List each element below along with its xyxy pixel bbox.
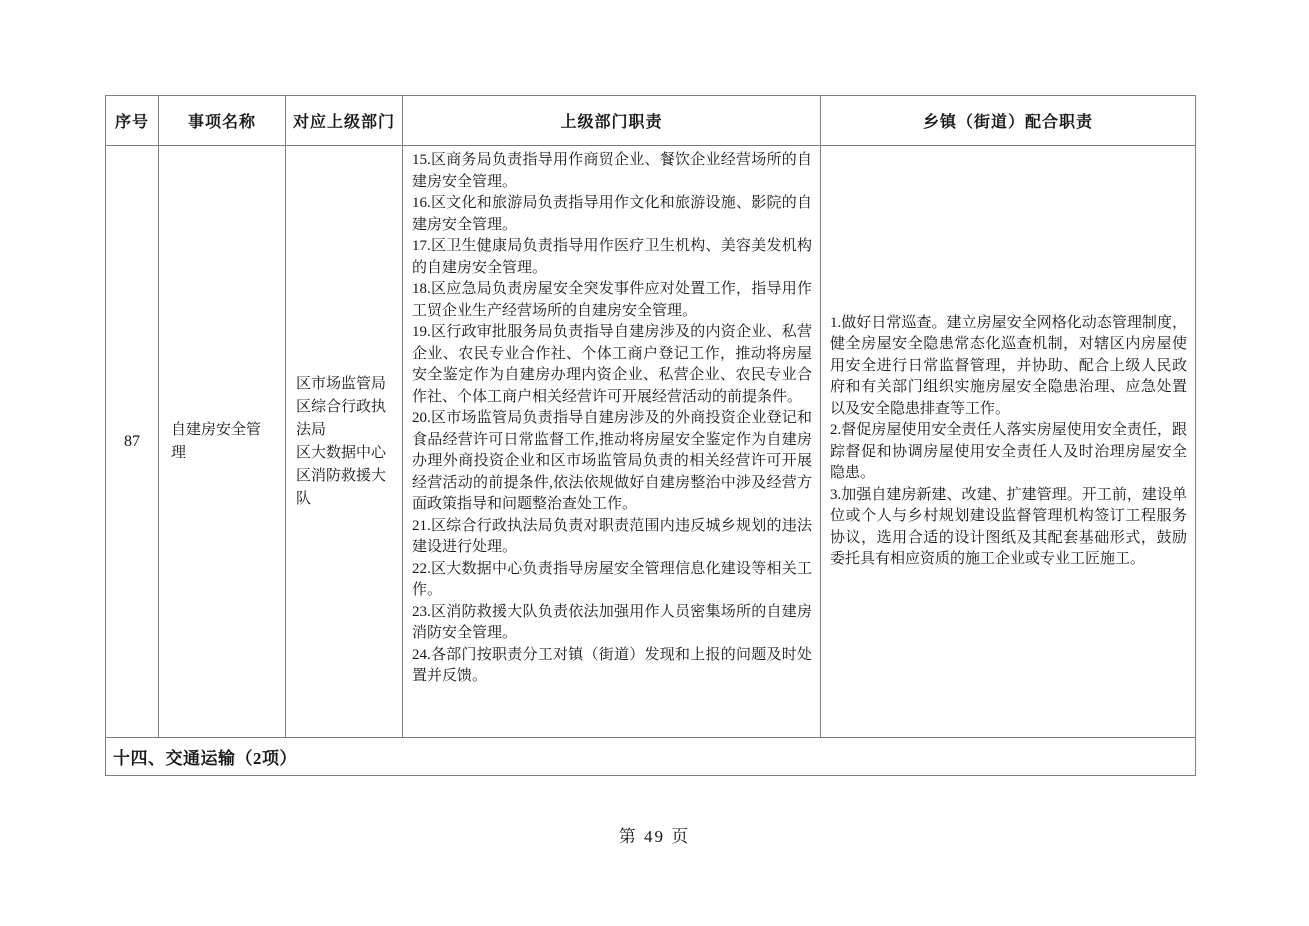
- duty-paragraph: 20.区市场监管局负责指导自建房涉及的外商投资企业登记和食品经营许可日常监督工作,推动将房屋安全鉴定作为自建房办理外商投资企业和区市场监管局负责的相关经营许可开展经营活动的前提条件,依法依规做好自建房整治中涉及经营方面政策指导和问题整治查处工作。: [412, 410, 812, 512]
- row-serial-number: 87: [106, 146, 159, 738]
- section-header-text: 十四、交通运输（2项）: [106, 738, 1196, 776]
- department-line: 区综合行政执法局: [296, 398, 387, 438]
- row-departments: [286, 146, 403, 738]
- row-superior-duties: [403, 146, 821, 738]
- page-footer: 第 49 页: [618, 827, 691, 846]
- duty-paragraph: 19.区行政审批服务局负责指导自建房涉及的内资企业、私营企业、农民专业合作社、个体工商户登记工作，推动将房屋安全鉴定作为自建房办理内资企业、私营企业、农民专业合作社、个体工商户相关经营许可开展经营活动的前提条件。: [412, 324, 812, 405]
- township-duty-paragraph: 1.做好日常巡查。建立房屋安全网格化动态管理制度，健全房屋安全隐患常态化巡查机制，对辖区内房屋使用安全进行日常监督管理，并协助、配合上级人民政府和有关部门组织实施房屋安全隐患治理、应急处置以及安全隐患排查等工作。: [830, 314, 1187, 417]
- header-serial-number: 序号: [106, 96, 159, 146]
- duty-paragraph: 15.区商务局负责指导用作商贸企业、餐饮企业经营场所的自建房安全管理。: [412, 152, 812, 190]
- duty-paragraph: 24.各部门按职责分工对镇（街道）发现和上报的问题及时处置并反馈。: [412, 646, 812, 684]
- row-item-name: [159, 146, 286, 738]
- table-header-row: [106, 96, 1196, 146]
- header-superior-department: 对应上级部门: [286, 96, 403, 146]
- row-township-duties: [821, 146, 1196, 738]
- item-name-text: 自建房安全管理: [171, 421, 262, 461]
- duty-paragraph: 18.区应急局负责房屋安全突发事件应对处置工作，指导用作工贸企业生产经营场所的自建房安全管理。: [412, 281, 812, 319]
- township-duty-paragraph: 3.加强自建房新建、改建、扩建管理。开工前，建设单位或个人与乡村规划建设监督管理机构签订工程服务协议，选用合适的设计图纸及其配套基础形式，鼓励委托具有相应资质的施工企业或专业工匠施工。: [830, 486, 1187, 567]
- duty-paragraph: 17.区卫生健康局负责指导用作医疗卫生机构、美容美发机构的自建房安全管理。: [412, 238, 812, 276]
- department-line: 区市场监管局: [296, 375, 387, 392]
- table-row: [106, 146, 1196, 738]
- header-item-name: 事项名称: [159, 96, 286, 146]
- header-superior-duties: 上级部门职责: [403, 96, 821, 146]
- department-line: 区消防救援大队: [296, 467, 387, 507]
- duty-paragraph: 21.区综合行政执法局负责对职责范围内违反城乡规划的违法建设进行处理。: [412, 517, 812, 555]
- responsibility-table: [105, 95, 1196, 776]
- duty-paragraph: 22.区大数据中心负责指导房屋安全管理信息化建设等相关工作。: [412, 560, 812, 598]
- township-duty-paragraph: 2.督促房屋使用安全责任人落实房屋使用安全责任，跟踪督促和协调房屋使用安全责任人及时治理房屋安全隐患。: [830, 422, 1187, 481]
- header-township-duties: 乡镇（街道）配合职责: [821, 96, 1196, 146]
- duty-paragraph: 16.区文化和旅游局负责指导用作文化和旅游设施、影院的自建房安全管理。: [412, 195, 812, 233]
- section-header-row: [106, 738, 1196, 776]
- department-line: 区大数据中心: [296, 444, 387, 461]
- duty-paragraph: 23.区消防救援大队负责依法加强用作人员密集场所的自建房消防安全管理。: [412, 603, 812, 641]
